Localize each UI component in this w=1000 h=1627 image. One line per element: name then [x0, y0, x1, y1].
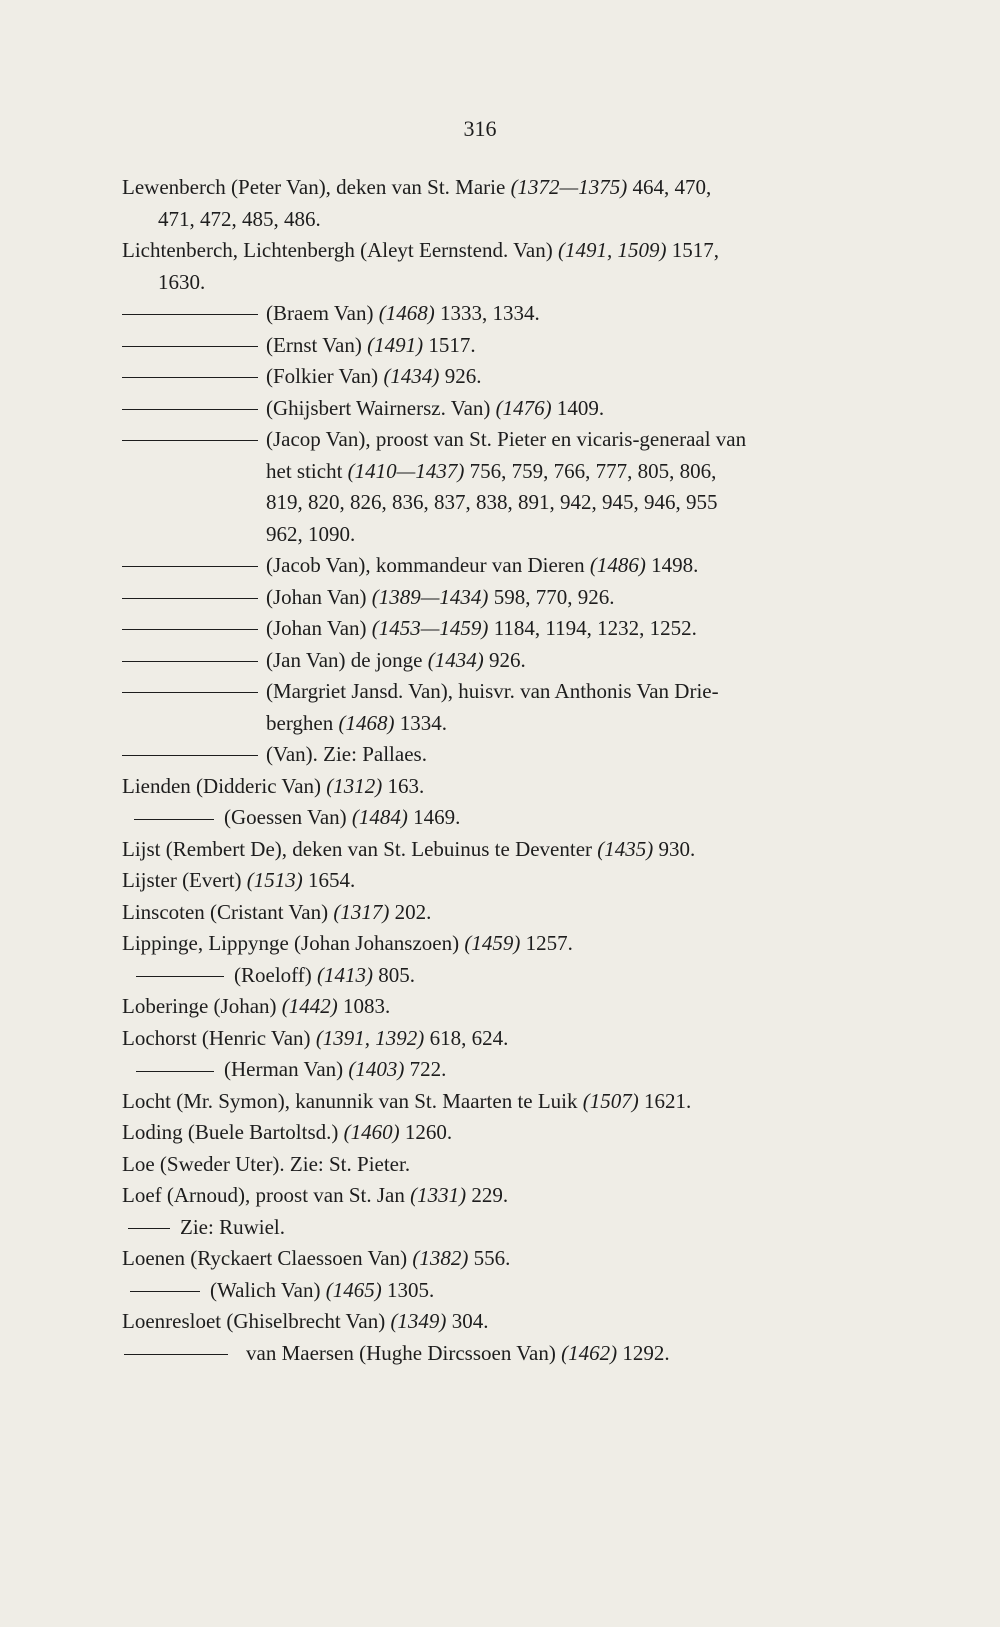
entry-text: Lijst (Rembert De), deken van St. Lebuinus te Deventer (1435) 930. — [122, 836, 696, 861]
index-subentry — [122, 645, 874, 677]
ditto-dash — [130, 1291, 200, 1292]
index-entry — [122, 865, 874, 897]
date-range: (1331) — [410, 1183, 467, 1207]
entry-text: van Maersen (Hughe Dircssoen Van) (1462) 1292. — [246, 1340, 670, 1365]
date-range: (1410—1437) — [347, 458, 465, 483]
index-entry — [122, 834, 874, 866]
index-subentry — [122, 676, 874, 739]
index-entry — [122, 1023, 874, 1055]
date-range: (1491) — [367, 332, 424, 357]
index-entry — [122, 771, 874, 803]
date-range: (1317) — [333, 899, 390, 924]
date-range: (1465) — [325, 1277, 382, 1302]
index-entry — [122, 1117, 874, 1149]
date-range: (1312) — [326, 773, 383, 798]
entry-text: Lochorst (Henric Van) (1391, 1392) 618, 624. — [122, 1025, 509, 1050]
index-subentry — [122, 424, 874, 550]
index-entry — [122, 1180, 874, 1212]
entry-text: (Johan Van) (1453—1459) 1184, 1194, 1232, 1252. — [266, 616, 697, 640]
ditto-dash — [122, 566, 258, 567]
date-range: (1434) — [383, 364, 440, 388]
ditto-dash — [136, 1071, 214, 1072]
index-subentry — [122, 361, 874, 393]
ditto-dash — [122, 661, 258, 662]
index-subentry — [122, 739, 874, 771]
date-range: (1462) — [561, 1340, 618, 1365]
index-subentry — [122, 298, 874, 330]
entry-text: Zie: Ruwiel. — [180, 1214, 285, 1239]
date-range: (1372—1375) — [510, 175, 628, 199]
date-range: (1513) — [246, 868, 303, 892]
page-number: 316 — [463, 116, 497, 141]
index-subentry — [122, 393, 874, 425]
entry-text: (Herman Van) (1403) 722. — [224, 1057, 447, 1081]
date-range: (1413) — [317, 962, 374, 987]
ditto-dash — [134, 819, 214, 820]
entry-text: Lewenberch (Peter Van), deken van St. Marie (1372—1375) 464, 470, — [122, 175, 712, 199]
date-range: (1389—1434) — [371, 584, 489, 609]
index-subentry — [122, 582, 874, 614]
ditto-dash — [122, 598, 258, 599]
index-subentry — [122, 330, 874, 362]
entry-text: Loenen (Ryckaert Claessoen Van) (1382) 556. — [122, 1246, 511, 1270]
entry-text: Loe (Sweder Uter). Zie: St. Pieter. — [122, 1151, 411, 1176]
entry-text: Lijster (Evert) (1513) 1654. — [122, 868, 356, 892]
date-range: (1460) — [343, 1120, 400, 1144]
entry-text: (Walich Van) (1465) 1305. — [210, 1277, 435, 1302]
index-subentry — [122, 613, 874, 645]
date-range: (1453—1459) — [371, 616, 489, 640]
entry-text: (Roeloff) (1413) 805. — [234, 962, 416, 987]
entry-text: (Folkier Van) (1434) 926. — [266, 364, 482, 388]
index-subentry — [122, 550, 874, 582]
entry-text: (Jan Van) de jonge (1434) 926. — [266, 647, 526, 672]
ditto-dash — [122, 692, 258, 693]
index-entries — [122, 172, 874, 1369]
ditto-dash — [122, 629, 258, 630]
date-range: (1349) — [390, 1309, 447, 1333]
index-entry — [122, 235, 874, 298]
entry-text: Loberinge (Johan) (1442) 1083. — [122, 994, 391, 1018]
date-range: (1507) — [582, 1088, 639, 1113]
entry-text: Lienden (Didderic Van) (1312) 163. — [122, 773, 425, 798]
date-range: (1459) — [464, 931, 521, 955]
entry-continuation: het sticht (1410—1437) 756, 759, 766, 777, 805, 806, — [266, 458, 717, 483]
ditto-dash — [122, 440, 258, 441]
date-range: (1403) — [348, 1057, 405, 1081]
entry-text: (Johan Van) (1389—1434) 598, 770, 926. — [266, 584, 615, 609]
ditto-dash — [136, 976, 224, 977]
ditto-dash — [122, 755, 258, 756]
date-range: (1435) — [597, 836, 654, 861]
date-range: (1442) — [281, 994, 338, 1018]
date-range: (1491, 1509) — [558, 238, 667, 262]
ditto-dash — [122, 314, 258, 315]
ditto-dash — [124, 1354, 228, 1355]
entry-text: Lippinge, Lippynge (Johan Johanszoen) (1459) 1257. — [122, 931, 573, 955]
date-range: (1468) — [378, 301, 435, 325]
index-entry — [122, 1149, 874, 1181]
index-entry — [122, 172, 874, 235]
date-range: (1486) — [589, 553, 646, 577]
index-subentry — [122, 960, 874, 992]
date-range: (1476) — [495, 395, 552, 420]
entry-text: (Braem Van) (1468) 1333, 1334. — [266, 301, 540, 325]
entry-text: (Ernst Van) (1491) 1517. — [266, 332, 476, 357]
entry-text: Locht (Mr. Symon), kanunnik van St. Maarten te Luik (1507) 1621. — [122, 1088, 692, 1113]
index-subentry — [122, 1338, 874, 1370]
entry-text: (Van). Zie: Pallaes. — [266, 742, 427, 766]
entry-continuation: 819, 820, 826, 836, 837, 838, 891, 942, 945, 946, 955 — [266, 490, 718, 514]
entry-text: Loding (Buele Bartoltsd.) (1460) 1260. — [122, 1120, 453, 1144]
index-subentry — [122, 1275, 874, 1307]
entry-text: (Goessen Van) (1484) 1469. — [224, 805, 461, 829]
entry-continuation: berghen (1468) 1334. — [266, 710, 448, 735]
entry-text: Linscoten (Cristant Van) (1317) 202. — [122, 899, 432, 924]
entry-text: Lichtenberch, Lichtenbergh (Aleyt Eernstend. Van) (1491, 1509) 1517, — [122, 238, 719, 262]
entry-text: (Margriet Jansd. Van), huisvr. van Anthonis Van Drie- — [266, 679, 719, 703]
date-range: (1468) — [338, 710, 395, 735]
date-range: (1391, 1392) — [315, 1025, 425, 1050]
index-entry — [122, 1243, 874, 1275]
index-entry — [122, 1086, 874, 1118]
index-entry — [122, 1306, 874, 1338]
entry-text: (Jacop Van), proost van St. Pieter en vicaris-generaal van — [266, 427, 747, 451]
ditto-dash — [122, 409, 258, 410]
entry-text: Loenresloet (Ghiselbrecht Van) (1349) 304. — [122, 1309, 489, 1333]
entry-text: Loef (Arnoud), proost van St. Jan (1331) 229. — [122, 1183, 509, 1207]
ditto-dash — [122, 346, 258, 347]
index-entry — [122, 928, 874, 960]
index-subentry — [122, 1212, 874, 1244]
index-subentry — [122, 802, 874, 834]
ditto-dash — [122, 377, 258, 378]
entry-continuation: 1630. — [158, 269, 206, 294]
entry-continuation: 471, 472, 485, 486. — [158, 206, 321, 231]
date-range: (1484) — [351, 805, 408, 829]
date-range: (1382) — [412, 1246, 469, 1270]
entry-continuation: 962, 1090. — [266, 521, 356, 546]
date-range: (1434) — [427, 647, 484, 672]
entry-text: (Jacob Van), kommandeur van Dieren (1486) 1498. — [266, 553, 699, 577]
ditto-dash — [128, 1228, 170, 1229]
entry-text: (Ghijsbert Wairnersz. Van) (1476) 1409. — [266, 395, 605, 420]
index-entry — [122, 991, 874, 1023]
index-subentry — [122, 1054, 874, 1086]
index-entry — [122, 897, 874, 929]
